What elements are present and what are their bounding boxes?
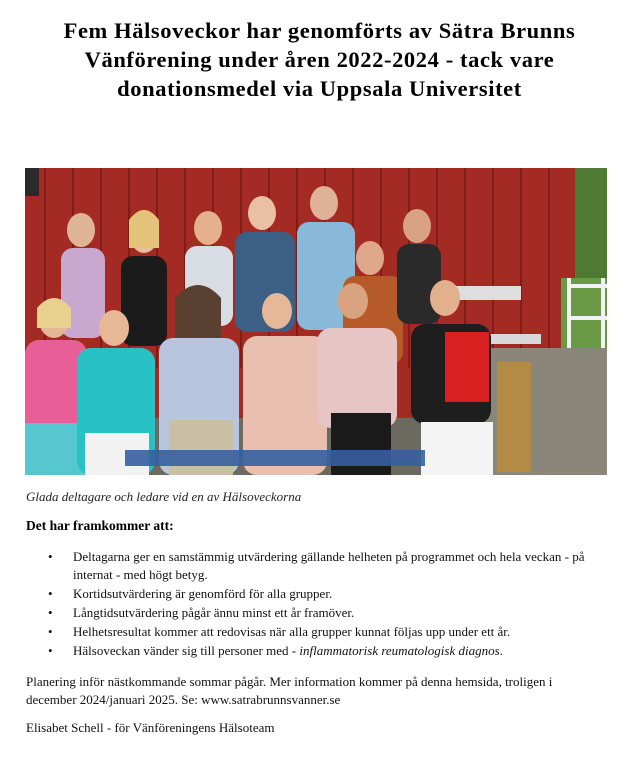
list-item [26, 642, 596, 660]
findings-heading: Det har framkommer att: [26, 518, 174, 533]
diagnosis-emphasis: inflammatorisk reumatologisk diagnos [299, 643, 500, 658]
list-item-end: . [499, 643, 503, 658]
findings-list [26, 548, 596, 661]
list-item [26, 623, 596, 641]
list-item-text: Hälsoveckan vänder sig till personer med - [73, 643, 300, 658]
list-item [26, 548, 596, 584]
bullet-dot: • [48, 586, 53, 601]
group-photo [25, 168, 607, 475]
photo-caption: Glada deltagare och ledare vid en av Hälsoveckorna [26, 489, 302, 504]
list-item [26, 585, 596, 603]
list-item-text: Kortidsutvärdering är genomförd för alla grupper. [73, 586, 333, 601]
list-item-text: Långtidsutvärdering pågår ännu minst ett år framöver. [73, 605, 355, 620]
planning-paragraph: Planering inför nästkommande sommar pågår. Mer information kommer på denna hemsida, troligen i december 2024/januari 2025. Se: www.satrabrunnsvanner.se [26, 674, 553, 707]
bullet-dot: • [48, 605, 53, 620]
bullet-dot: • [48, 624, 53, 639]
bullet-dot: • [48, 549, 53, 564]
signature: Elisabet Schell - för Vänföreningens Hälsoteam [26, 720, 275, 735]
list-item-text: Helhetsresultat kommer att redovisas när alla grupper kunnat följas upp under ett år. [73, 624, 511, 639]
page-title: Fem Hälsoveckor har genomförts av Sätra Brunns Vänförening under åren 2022-2024 - tack vare donationsmedel via Uppsala Universitet [63, 18, 576, 101]
list-item [26, 604, 596, 622]
list-item-text: Deltagarna ger en samstämmig utvärdering gällande helheten på programmet och hela veckan - på internat - med högt betyg. [73, 549, 585, 582]
bullet-dot: • [48, 643, 53, 658]
